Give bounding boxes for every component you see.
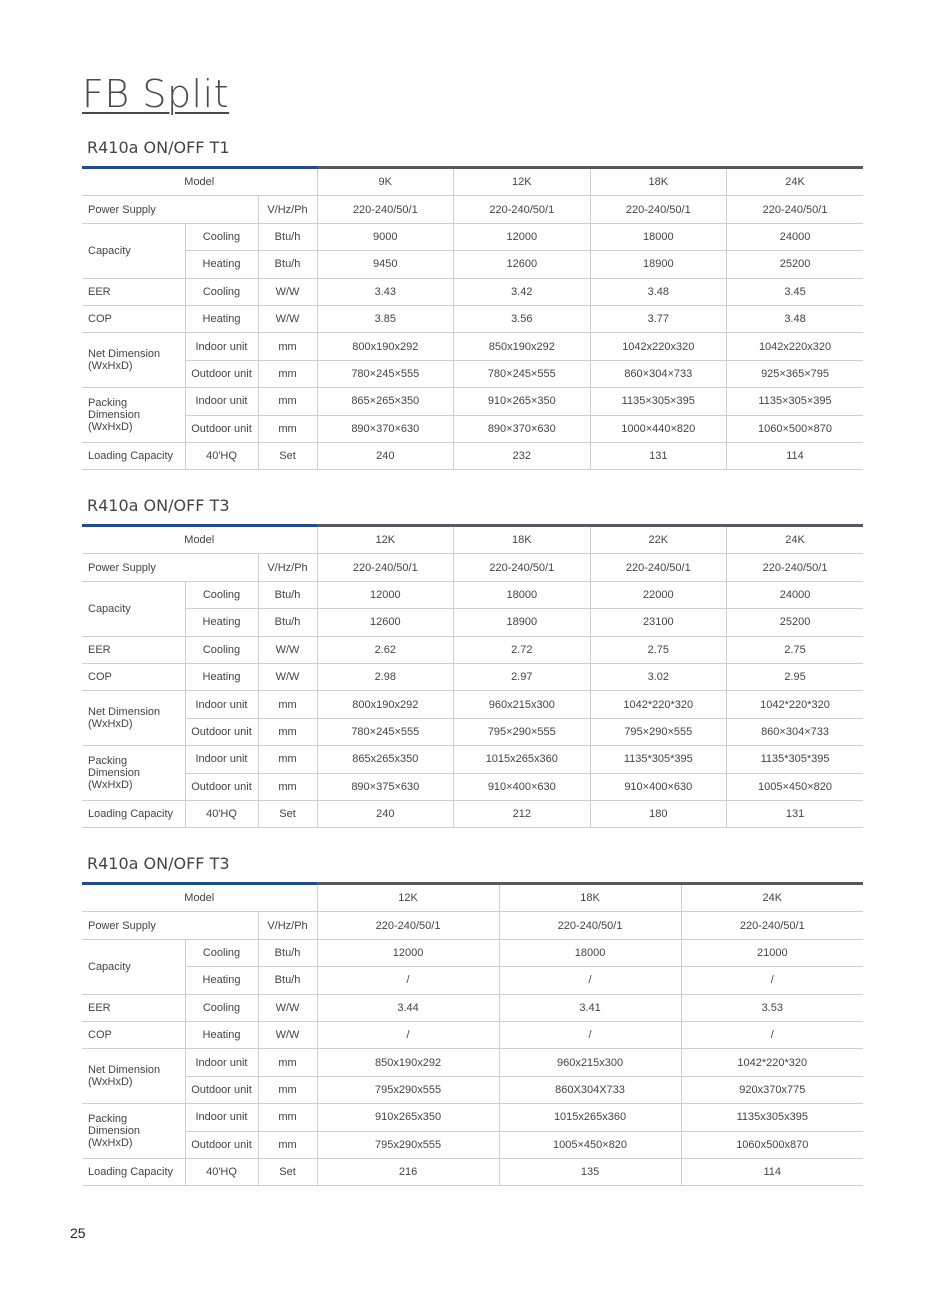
table-cell: 18000: [590, 223, 727, 250]
table-cell: 1015x265x360: [454, 746, 591, 773]
table-cell: 3.85: [317, 305, 454, 332]
table-cell: 216: [317, 1158, 499, 1185]
table-row-eer: [82, 278, 863, 305]
table-row-packing-dimension-outdoor: [82, 1131, 863, 1158]
row-unit: mm: [258, 1104, 317, 1131]
model-column-header: 12K: [317, 527, 454, 554]
table-row-packing-dimension-outdoor: [82, 415, 863, 442]
table-row-packing-dimension-indoor: [82, 388, 863, 415]
row-unit: Btu/h: [258, 939, 317, 966]
row-unit: W/W: [258, 994, 317, 1021]
table-cell: 890×370×630: [317, 415, 454, 442]
row-unit: mm: [258, 415, 317, 442]
row-unit: V/Hz/Ph: [258, 554, 317, 581]
model-column-header: 18K: [454, 527, 591, 554]
table-cell: 220-240/50/1: [317, 196, 454, 223]
table-row-power-supply: [82, 196, 863, 223]
table-row-eer: [82, 994, 863, 1021]
table-cell: 1135*305*395: [590, 746, 727, 773]
row-unit: W/W: [258, 305, 317, 332]
row-unit: Set: [258, 1158, 317, 1185]
table-cell: 2.98: [317, 663, 454, 690]
row-label: COP: [82, 1021, 185, 1048]
row-sub-label: Cooling: [185, 994, 258, 1021]
table-cell: 212: [454, 800, 591, 827]
row-label: Loading Capacity: [82, 442, 185, 469]
table-row-capacity-cooling: [82, 581, 863, 608]
row-sub-label: Heating: [185, 609, 258, 636]
table-cell: 780×245×555: [317, 718, 454, 745]
table-cell: 1135×305×395: [590, 388, 727, 415]
row-label: COP: [82, 305, 185, 332]
row-unit: Set: [258, 442, 317, 469]
row-label: Power Supply: [82, 196, 258, 223]
row-sub-label: Heating: [185, 663, 258, 690]
row-unit: mm: [258, 388, 317, 415]
table-cell: 3.43: [317, 278, 454, 305]
table-cell: 12000: [317, 581, 454, 608]
row-group-label: Packing Dimension (WxHxD): [82, 746, 185, 801]
table-cell: 2.97: [454, 663, 591, 690]
table-cell: 795×290×555: [454, 718, 591, 745]
table-cell: 960x215x300: [454, 691, 591, 718]
table-row-capacity-heating: [82, 967, 863, 994]
table-row-capacity-heating: [82, 251, 863, 278]
model-column-header: 24K: [681, 885, 863, 912]
table-cell: 232: [454, 442, 591, 469]
row-sub-label: Outdoor unit: [185, 1131, 258, 1158]
row-label: EER: [82, 278, 185, 305]
table-cell: /: [681, 967, 863, 994]
table-cell: 1060x500x870: [681, 1131, 863, 1158]
row-unit: mm: [258, 1076, 317, 1103]
table-cell: 3.56: [454, 305, 591, 332]
table-cell: 12000: [317, 939, 499, 966]
row-label: Power Supply: [82, 554, 258, 581]
table-row-cop: [82, 663, 863, 690]
model-column-header: 12K: [317, 885, 499, 912]
table-row-loading-capacity: [82, 1158, 863, 1185]
table-cell: 180: [590, 800, 727, 827]
table-cell: 860×304×733: [590, 360, 727, 387]
row-group-label: Capacity: [82, 581, 185, 636]
section-title: R410a ON/OFF T3: [87, 854, 230, 873]
row-unit: V/Hz/Ph: [258, 912, 317, 939]
table-row-eer: [82, 636, 863, 663]
row-sub-label: Outdoor unit: [185, 773, 258, 800]
table-cell: 240: [317, 800, 454, 827]
row-unit: mm: [258, 718, 317, 745]
row-sub-label: 40'HQ: [185, 442, 258, 469]
table-row-net-dimension-outdoor: [82, 360, 863, 387]
table-cell: 2.75: [727, 636, 864, 663]
table-cell: 12600: [317, 609, 454, 636]
row-sub-label: Outdoor unit: [185, 415, 258, 442]
row-group-label: Capacity: [82, 939, 185, 994]
row-sub-label: Indoor unit: [185, 388, 258, 415]
table-header-row: [82, 527, 863, 554]
table-cell: 220-240/50/1: [454, 196, 591, 223]
model-column-header: 24K: [727, 169, 864, 196]
table-row-packing-dimension-outdoor: [82, 773, 863, 800]
table-cell: 865×265×350: [317, 388, 454, 415]
table-cell: 3.45: [727, 278, 864, 305]
table-cell: 9000: [317, 223, 454, 250]
row-sub-label: Indoor unit: [185, 1049, 258, 1076]
table-cell: 920x370x775: [681, 1076, 863, 1103]
table-cell: 860×304×733: [727, 718, 864, 745]
table-cell: 960x215x300: [499, 1049, 681, 1076]
row-label: Loading Capacity: [82, 1158, 185, 1185]
table-cell: 3.44: [317, 994, 499, 1021]
table-cell: 910×400×630: [590, 773, 727, 800]
table-cell: 3.48: [727, 305, 864, 332]
row-unit: mm: [258, 773, 317, 800]
table-cell: 860X304X733: [499, 1076, 681, 1103]
table-cell: 2.62: [317, 636, 454, 663]
model-column-header: 18K: [499, 885, 681, 912]
table-cell: /: [499, 1021, 681, 1048]
table-row-packing-dimension-indoor: [82, 746, 863, 773]
model-header: Model: [82, 885, 317, 912]
table-cell: 1005×450×820: [499, 1131, 681, 1158]
table-row-net-dimension-outdoor: [82, 1076, 863, 1103]
table-cell: 220-240/50/1: [454, 554, 591, 581]
page-number: 25: [70, 1225, 86, 1241]
table-cell: 3.53: [681, 994, 863, 1021]
spec-table: [82, 885, 863, 1186]
table-cell: 220-240/50/1: [499, 912, 681, 939]
row-group-label: Capacity: [82, 223, 185, 278]
section-title: R410a ON/OFF T3: [87, 496, 230, 515]
table-cell: 1060×500×870: [727, 415, 864, 442]
table-cell: 114: [681, 1158, 863, 1185]
table-row-net-dimension-indoor: [82, 333, 863, 360]
model-column-header: 9K: [317, 169, 454, 196]
row-unit: Btu/h: [258, 581, 317, 608]
row-sub-label: Cooling: [185, 939, 258, 966]
table-cell: 850x190x292: [454, 333, 591, 360]
table-cell: 2.75: [590, 636, 727, 663]
table-cell: 3.02: [590, 663, 727, 690]
table-cell: 3.77: [590, 305, 727, 332]
table-row-net-dimension-indoor: [82, 691, 863, 718]
table-row-capacity-cooling: [82, 223, 863, 250]
table-cell: /: [317, 1021, 499, 1048]
table-cell: 18900: [590, 251, 727, 278]
model-header: Model: [82, 169, 317, 196]
table-cell: 780×245×555: [454, 360, 591, 387]
table-cell: 220-240/50/1: [590, 196, 727, 223]
row-group-label: Net Dimension (WxHxD): [82, 691, 185, 746]
table-header-row: [82, 169, 863, 196]
table-cell: 3.42: [454, 278, 591, 305]
table-row-packing-dimension-indoor: [82, 1104, 863, 1131]
table-row-loading-capacity: [82, 800, 863, 827]
table-cell: 131: [590, 442, 727, 469]
row-unit: mm: [258, 1049, 317, 1076]
table-cell: 1042*220*320: [590, 691, 727, 718]
table-cell: 1135x305x395: [681, 1104, 863, 1131]
row-group-label: Packing Dimension (WxHxD): [82, 388, 185, 443]
table-cell: 1135*305*395: [727, 746, 864, 773]
table-cell: 800x190x292: [317, 333, 454, 360]
model-column-header: 18K: [590, 169, 727, 196]
table-cell: 220-240/50/1: [681, 912, 863, 939]
table-cell: 25200: [727, 251, 864, 278]
row-label: EER: [82, 994, 185, 1021]
table-cell: 795x290x555: [317, 1131, 499, 1158]
row-unit: mm: [258, 333, 317, 360]
row-label: Loading Capacity: [82, 800, 185, 827]
model-column-header: 12K: [454, 169, 591, 196]
row-sub-label: Indoor unit: [185, 691, 258, 718]
table-cell: 220-240/50/1: [727, 554, 864, 581]
table-row-capacity-heating: [82, 609, 863, 636]
table-cell: 114: [727, 442, 864, 469]
table-cell: 3.41: [499, 994, 681, 1021]
table-cell: 24000: [727, 223, 864, 250]
table-cell: 240: [317, 442, 454, 469]
row-sub-label: Heating: [185, 967, 258, 994]
table-cell: 25200: [727, 609, 864, 636]
table-cell: 910×400×630: [454, 773, 591, 800]
row-unit: Btu/h: [258, 609, 317, 636]
row-unit: V/Hz/Ph: [258, 196, 317, 223]
table-cell: 1042*220*320: [727, 691, 864, 718]
row-sub-label: Heating: [185, 251, 258, 278]
table-cell: 910×265×350: [454, 388, 591, 415]
table-row-loading-capacity: [82, 442, 863, 469]
table-header-row: [82, 885, 863, 912]
table-cell: 3.48: [590, 278, 727, 305]
table-cell: 2.95: [727, 663, 864, 690]
row-unit: Set: [258, 800, 317, 827]
table-cell: 22000: [590, 581, 727, 608]
row-unit: mm: [258, 1131, 317, 1158]
spec-table: [82, 169, 863, 470]
table-cell: 780×245×555: [317, 360, 454, 387]
table-cell: 1135×305×395: [727, 388, 864, 415]
model-header: Model: [82, 527, 317, 554]
row-sub-label: Cooling: [185, 278, 258, 305]
row-unit: mm: [258, 746, 317, 773]
table-cell: 850x190x292: [317, 1049, 499, 1076]
table-cell: 18900: [454, 609, 591, 636]
row-sub-label: Cooling: [185, 636, 258, 663]
row-unit: Btu/h: [258, 251, 317, 278]
table-cell: /: [499, 967, 681, 994]
table-cell: 18000: [499, 939, 681, 966]
table-cell: 220-240/50/1: [317, 912, 499, 939]
table-cell: 18000: [454, 581, 591, 608]
model-column-header: 22K: [590, 527, 727, 554]
row-unit: W/W: [258, 663, 317, 690]
row-sub-label: Outdoor unit: [185, 1076, 258, 1103]
page-title: FB Split: [82, 72, 230, 116]
row-sub-label: Cooling: [185, 223, 258, 250]
table-cell: 1042*220*320: [681, 1049, 863, 1076]
row-sub-label: Indoor unit: [185, 746, 258, 773]
row-sub-label: Outdoor unit: [185, 360, 258, 387]
table-cell: 910x265x350: [317, 1104, 499, 1131]
row-sub-label: 40'HQ: [185, 800, 258, 827]
row-unit: Btu/h: [258, 223, 317, 250]
table-cell: /: [681, 1021, 863, 1048]
row-unit: mm: [258, 691, 317, 718]
table-row-capacity-cooling: [82, 939, 863, 966]
table-cell: 865x265x350: [317, 746, 454, 773]
table-row-cop: [82, 305, 863, 332]
row-sub-label: Cooling: [185, 581, 258, 608]
table-row-net-dimension-outdoor: [82, 718, 863, 745]
table-row-power-supply: [82, 554, 863, 581]
row-unit: W/W: [258, 636, 317, 663]
table-cell: 1015x265x360: [499, 1104, 681, 1131]
table-cell: 890×370×630: [454, 415, 591, 442]
row-sub-label: Indoor unit: [185, 1104, 258, 1131]
table-cell: 220-240/50/1: [590, 554, 727, 581]
table-cell: 1042x220x320: [590, 333, 727, 360]
table-cell: 890×375×630: [317, 773, 454, 800]
table-cell: 135: [499, 1158, 681, 1185]
row-label: COP: [82, 663, 185, 690]
section-title: R410a ON/OFF T1: [87, 138, 230, 157]
table-cell: 220-240/50/1: [727, 196, 864, 223]
table-cell: /: [317, 967, 499, 994]
row-unit: W/W: [258, 278, 317, 305]
model-column-header: 24K: [727, 527, 864, 554]
table-cell: 131: [727, 800, 864, 827]
row-sub-label: Heating: [185, 305, 258, 332]
table-cell: 9450: [317, 251, 454, 278]
table-cell: 21000: [681, 939, 863, 966]
table-cell: 2.72: [454, 636, 591, 663]
table-cell: 795x290x555: [317, 1076, 499, 1103]
table-cell: 12000: [454, 223, 591, 250]
row-unit: Btu/h: [258, 967, 317, 994]
table-cell: 1042x220x320: [727, 333, 864, 360]
table-cell: 12600: [454, 251, 591, 278]
spec-table: [82, 527, 863, 828]
row-group-label: Packing Dimension (WxHxD): [82, 1104, 185, 1159]
table-row-net-dimension-indoor: [82, 1049, 863, 1076]
row-sub-label: Indoor unit: [185, 333, 258, 360]
row-unit: W/W: [258, 1021, 317, 1048]
table-cell: 925×365×795: [727, 360, 864, 387]
row-group-label: Net Dimension (WxHxD): [82, 333, 185, 388]
table-row-cop: [82, 1021, 863, 1048]
row-sub-label: Heating: [185, 1021, 258, 1048]
row-unit: mm: [258, 360, 317, 387]
row-sub-label: 40'HQ: [185, 1158, 258, 1185]
table-row-power-supply: [82, 912, 863, 939]
row-sub-label: Outdoor unit: [185, 718, 258, 745]
table-cell: 795×290×555: [590, 718, 727, 745]
row-label: Power Supply: [82, 912, 258, 939]
table-cell: 1000×440×820: [590, 415, 727, 442]
row-group-label: Net Dimension (WxHxD): [82, 1049, 185, 1104]
table-cell: 1005×450×820: [727, 773, 864, 800]
table-cell: 23100: [590, 609, 727, 636]
table-cell: 24000: [727, 581, 864, 608]
table-cell: 800x190x292: [317, 691, 454, 718]
row-label: EER: [82, 636, 185, 663]
table-cell: 220-240/50/1: [317, 554, 454, 581]
